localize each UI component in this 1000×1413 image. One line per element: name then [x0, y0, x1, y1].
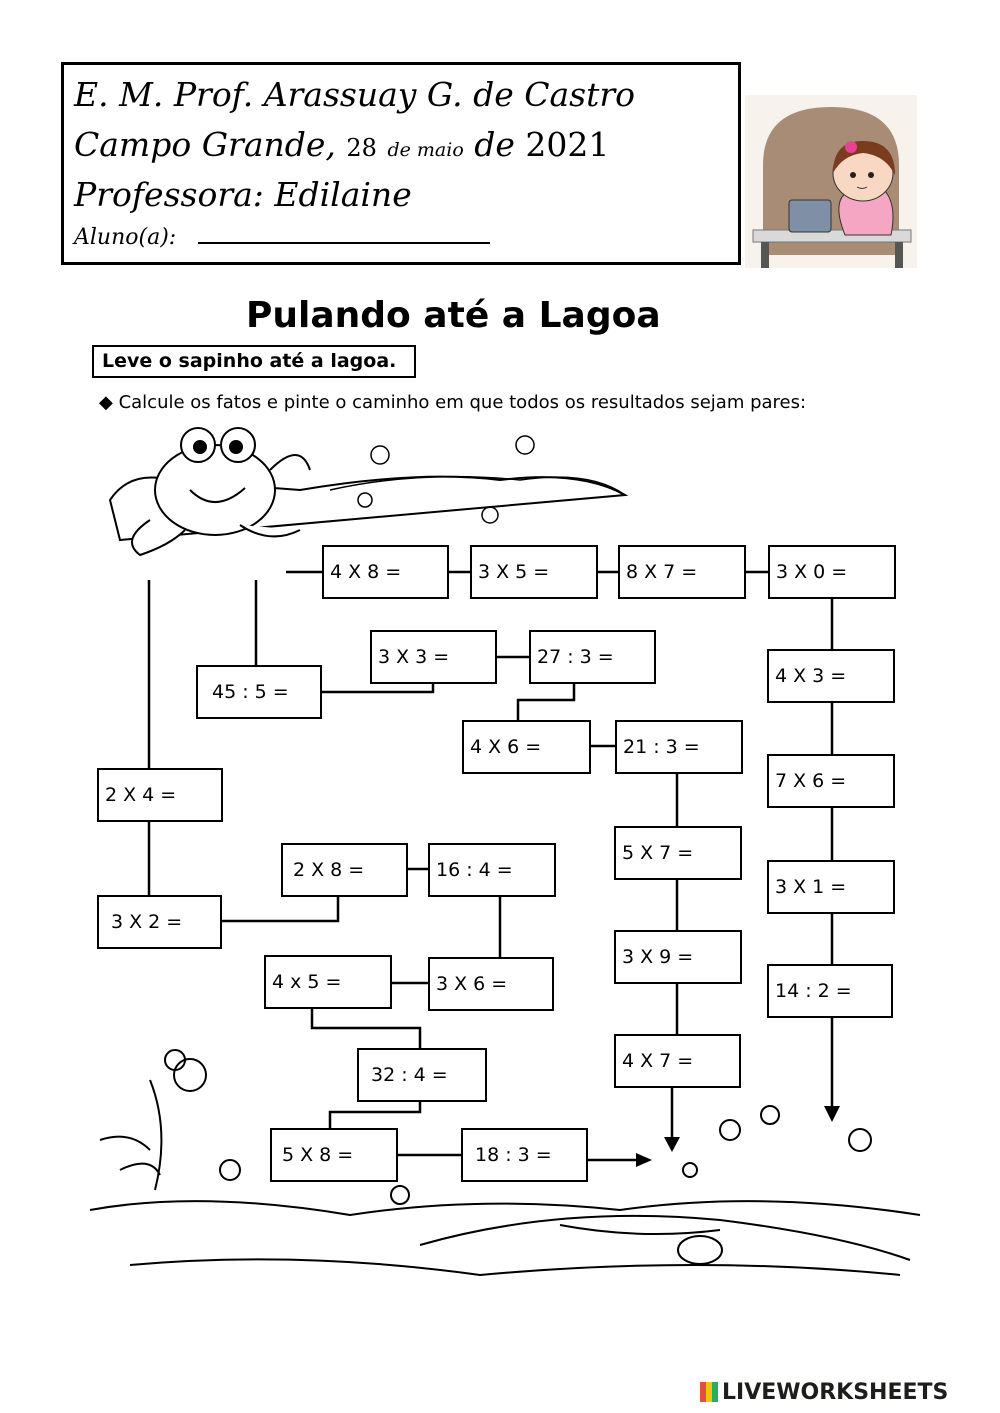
expression-box[interactable]: 3 X 2 = [97, 895, 222, 949]
date-day: 28 [346, 134, 377, 162]
expression-box[interactable]: 4 X 3 = [767, 649, 895, 703]
expression-box[interactable]: 3 X 3 = [370, 630, 497, 684]
expression-box[interactable]: 4 X 8 = [322, 545, 449, 599]
student-label: Aluno(a): [74, 225, 177, 250]
expression-box[interactable]: 4 X 7 = [614, 1034, 741, 1088]
expression-box[interactable]: 5 X 8 = [270, 1128, 398, 1182]
date-year-prefix: de [474, 125, 515, 164]
expression-box[interactable]: 5 X 7 = [614, 826, 742, 880]
expression-box[interactable]: 2 X 4 = [97, 768, 223, 822]
city: Campo Grande, [74, 125, 336, 164]
expression-box[interactable]: 14 : 2 = [767, 964, 893, 1018]
teacher-name: Professora: Edilaine [74, 175, 412, 214]
expression-box[interactable]: 4 x 5 = [264, 955, 392, 1009]
expression-box[interactable]: 3 X 0 = [768, 545, 896, 599]
expression-box[interactable]: 8 X 7 = [618, 545, 746, 599]
instruction-box: Leve o sapinho até a lagoa. [92, 345, 416, 378]
expression-box[interactable]: 3 X 5 = [470, 545, 598, 599]
expression-box[interactable]: 3 X 6 = [428, 957, 554, 1011]
logo-text: LIVEWORKSHEETS [722, 1380, 949, 1405]
date-month: de maio [387, 139, 464, 161]
expression-box[interactable]: 3 X 1 = [767, 860, 895, 914]
expression-box[interactable]: 18 : 3 = [461, 1128, 588, 1182]
expression-box[interactable]: 45 : 5 = [196, 665, 322, 719]
expression-box[interactable]: 7 X 6 = [767, 754, 895, 808]
expression-box[interactable]: 32 : 4 = [357, 1048, 487, 1102]
school-name: E. M. Prof. Arassuay G. de Castro [74, 75, 635, 114]
worksheet-title: Pulando até a Lagoa [246, 295, 661, 336]
expression-box[interactable]: 2 X 8 = [281, 843, 408, 897]
liveworksheets-logo-icon [700, 1382, 718, 1402]
expression-box[interactable]: 27 : 3 = [529, 630, 656, 684]
expression-box[interactable]: 16 : 4 = [428, 843, 556, 897]
liveworksheets-logo [700, 1380, 948, 1405]
expression-box[interactable]: 3 X 9 = [614, 930, 742, 984]
expression-box[interactable]: 4 X 6 = [462, 720, 591, 774]
bullet-icon: ◆ [99, 392, 119, 413]
date-year: 2021 [525, 125, 610, 164]
expression-box[interactable]: 21 : 3 = [615, 720, 743, 774]
instruction-text-content: Calcule os fatos e pinte o caminho em que todos os resultados sejam pares: [118, 392, 807, 413]
